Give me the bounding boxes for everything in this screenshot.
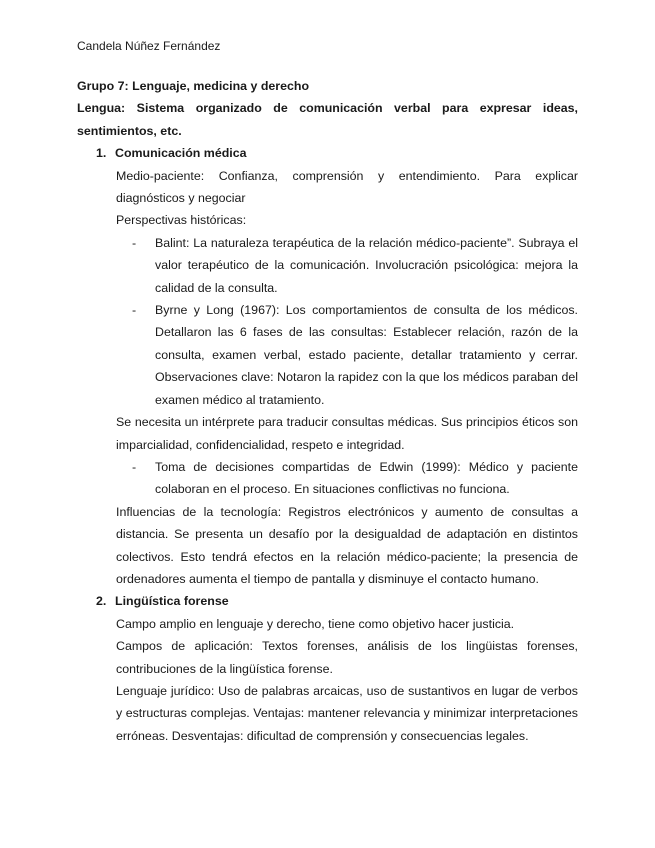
author-name: Candela Núñez Fernández — [77, 39, 221, 53]
document-content — [77, 75, 578, 747]
list-item-text: Toma de decisiones compartidas de Edwin (1999): Médico y paciente colaboran en el proceso. En situaciones conflictivas no funciona. — [155, 459, 578, 497]
paragraph: Influencias de la tecnología: Registros electrónicos y aumento de consultas a distancia. Se presenta un desafío por la desigualdad de adaptación en distintos colectivos. Esto tendrá efectos en la relación médico-paciente; la presencia de ordenadores aumenta el tiempo de pantalla y disminuye el contacto humano. — [116, 504, 578, 586]
list-item-text: Balint: La naturaleza terapéutica de la relación médico-paciente”. Subraya el valor terapéutico de la comunicación. Involucración psicológica: mejora la calidad de la consulta. — [155, 235, 578, 295]
list-item — [116, 456, 578, 501]
section-body-2 — [77, 613, 578, 747]
paragraph: Campo amplio en lenguaje y derecho, tiene como objetivo hacer justicia. — [116, 616, 515, 631]
paragraph: Medio-paciente: Confianza, comprensión y entendimiento. Para explicar diagnósticos y negociar — [116, 168, 578, 206]
section-number-1: 1. — [96, 146, 107, 161]
language-definition: Lengua: Sistema organizado de comunicación verbal para expresar ideas, sentimientos, etc. — [77, 101, 578, 138]
section-heading-1 — [77, 142, 578, 164]
bullet-dash: - — [132, 235, 137, 250]
paragraph: Campos de aplicación: Textos forenses, análisis de los lingüistas forenses, contribuciones de la lingüística forense. — [116, 639, 578, 676]
list-item — [116, 299, 578, 411]
paragraph: Lenguaje jurídico: Uso de palabras arcaicas, uso de sustantivos en lugar de verbos y estructuras complejas. Ventajas: mantener relevancia y minimizar interpretaciones erróneas. Desventajas: dificultad de comprensión y consecuencias legales. — [116, 683, 578, 743]
group-title: Grupo 7: Lenguaje, medicina y derecho — [77, 79, 310, 93]
list-item-text: Byrne y Long (1967): Los comportamientos de consulta de los médicos. Detallaron las 6 fases de las consultas: Establecer relación, razón de la consulta, examen verbal, estado paciente, detallar tratamiento y cerrar. Observaciones clave: Notaron la rapidez con la que los médicos paraban del examen médico al tratamiento. — [155, 303, 578, 407]
section-body-1 — [77, 165, 578, 591]
paragraph: Perspectivas históricas: — [116, 213, 247, 228]
section-number-2: 2. — [96, 594, 107, 609]
section-title-1: Comunicación médica — [115, 146, 247, 161]
paragraph: Se necesita un intérprete para traducir consultas médicas. Sus principios éticos son imparcialidad, confidencialidad, respeto e integridad. — [116, 415, 578, 452]
list-item — [116, 232, 578, 299]
bullet-dash: - — [132, 459, 137, 474]
bullet-dash: - — [132, 303, 137, 318]
section-title-2: Lingüística forense — [115, 594, 229, 609]
section-heading-2 — [77, 590, 578, 612]
